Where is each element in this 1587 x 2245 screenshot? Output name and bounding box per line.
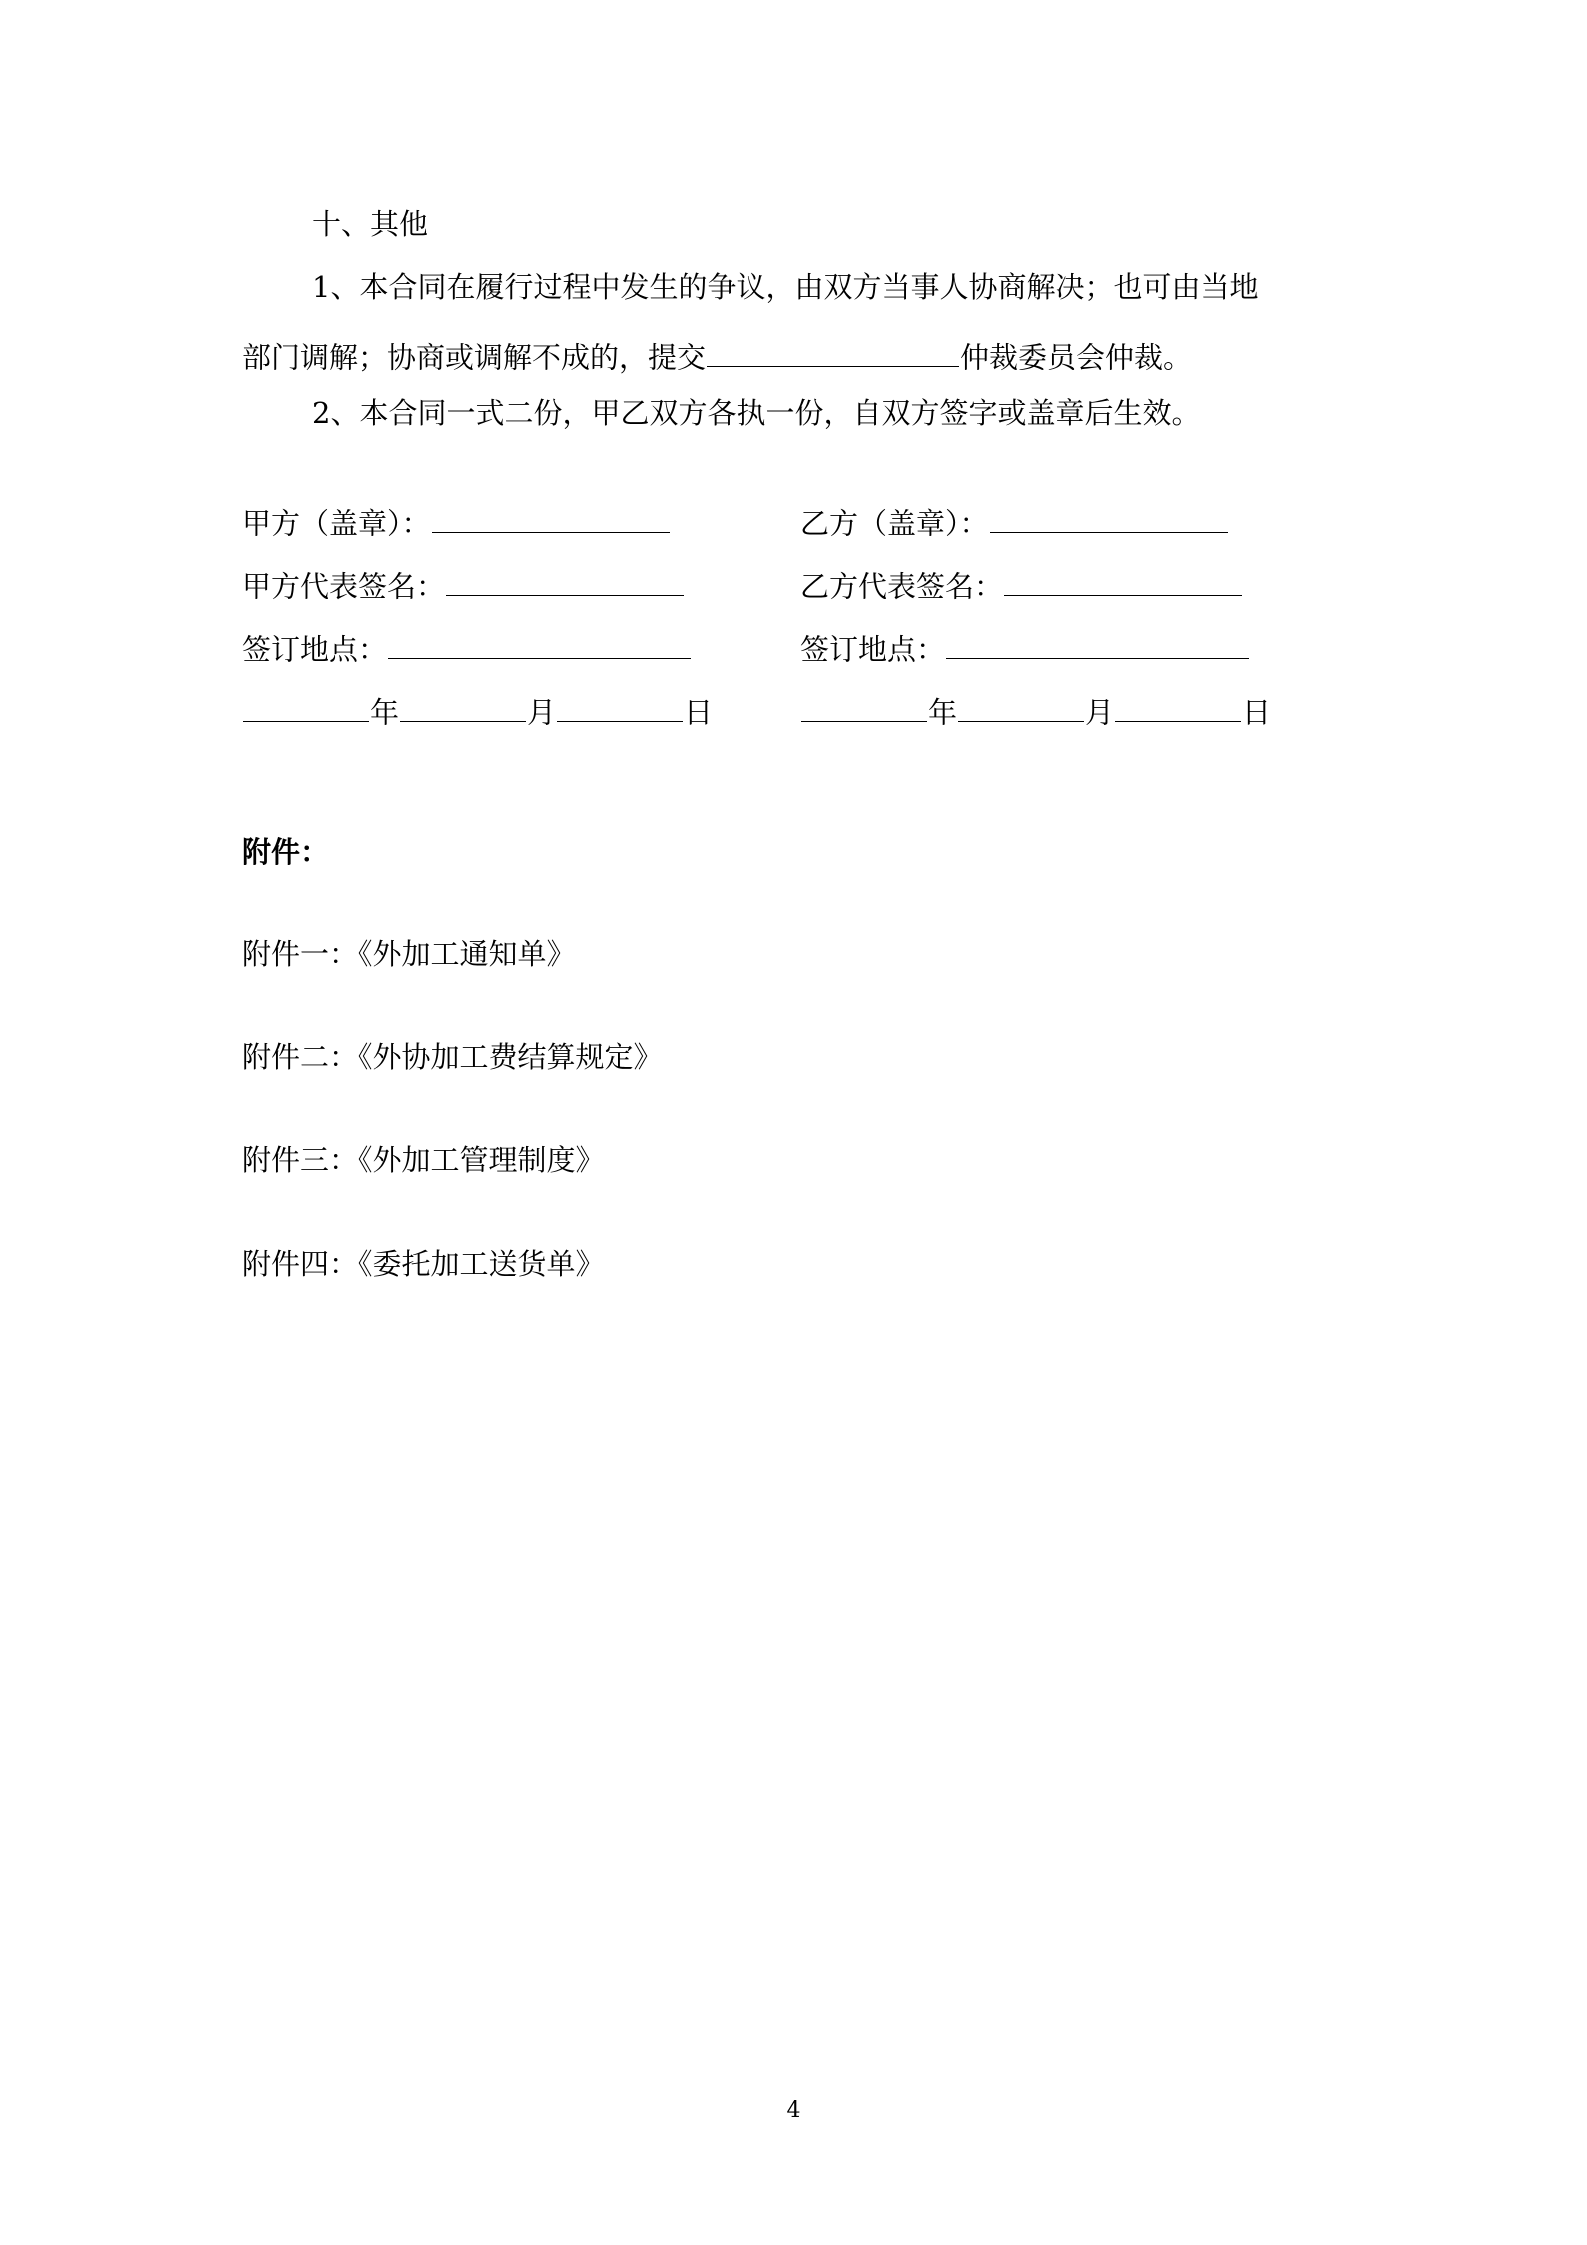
party-a-seal-blank[interactable]	[432, 502, 670, 533]
party-b-rep-blank[interactable]	[1004, 565, 1242, 596]
party-b-day-blank[interactable]	[1115, 691, 1241, 722]
party-b-seal-label: 乙方（盖章）：	[800, 506, 989, 541]
party-a-month-blank[interactable]	[400, 691, 526, 722]
party-b-place-blank[interactable]	[946, 628, 1249, 659]
party-b-seal-row	[800, 502, 1229, 541]
party-b-year-blank[interactable]	[801, 691, 927, 722]
attachments-title: 附件：	[242, 835, 330, 869]
party-b-rep-label: 乙方代表签名：	[800, 569, 1004, 604]
party-b-seal-blank[interactable]	[990, 502, 1228, 533]
clause-1-line-1: 1、本合同在履行过程中发生的争议，由双方当事人协商解决；也可由当地	[312, 270, 1259, 304]
party-a-day-label: 日	[684, 695, 714, 730]
section-heading: 十、其他	[312, 207, 429, 241]
arbitration-commission-blank[interactable]	[707, 336, 959, 367]
party-a-month-label: 月	[527, 695, 557, 730]
party-a-rep-blank[interactable]	[446, 565, 684, 596]
clause-1-text-after-blank: 仲裁委员会仲裁。	[960, 340, 1193, 375]
page-number: 4	[786, 2098, 801, 2123]
attachment-item: 附件三：《外加工管理制度》	[242, 1143, 605, 1177]
attachment-item: 附件四：《委托加工送货单》	[242, 1247, 605, 1281]
party-b-day-label: 日	[1242, 695, 1272, 730]
party-a-rep-row	[242, 565, 685, 604]
party-a-year-label: 年	[370, 695, 400, 730]
party-b-date-row	[800, 691, 1272, 730]
clause-2: 2、本合同一式二份，甲乙双方各执一份，自双方签字或盖章后生效。	[312, 396, 1201, 430]
attachment-item: 附件一：《外加工通知单》	[242, 937, 576, 971]
party-b-rep-row	[800, 565, 1243, 604]
party-b-place-label: 签订地点：	[800, 632, 946, 667]
party-b-place-row	[800, 628, 1250, 667]
party-a-date-row	[242, 691, 714, 730]
party-a-seal-label: 甲方（盖章）：	[242, 506, 431, 541]
party-a-place-row	[242, 628, 692, 667]
party-a-rep-label: 甲方代表签名：	[242, 569, 446, 604]
party-a-place-blank[interactable]	[388, 628, 691, 659]
party-a-seal-row	[242, 502, 671, 541]
attachment-item: 附件二：《外协加工费结算规定》	[242, 1040, 663, 1074]
party-b-year-label: 年	[928, 695, 958, 730]
party-a-day-blank[interactable]	[557, 691, 683, 722]
party-b-month-blank[interactable]	[958, 691, 1084, 722]
party-a-year-blank[interactable]	[243, 691, 369, 722]
party-b-month-label: 月	[1085, 695, 1115, 730]
party-a-place-label: 签订地点：	[242, 632, 388, 667]
clause-1-line-2	[242, 336, 1193, 375]
clause-1-text-before-blank: 部门调解；协商或调解不成的，提交	[242, 340, 707, 375]
